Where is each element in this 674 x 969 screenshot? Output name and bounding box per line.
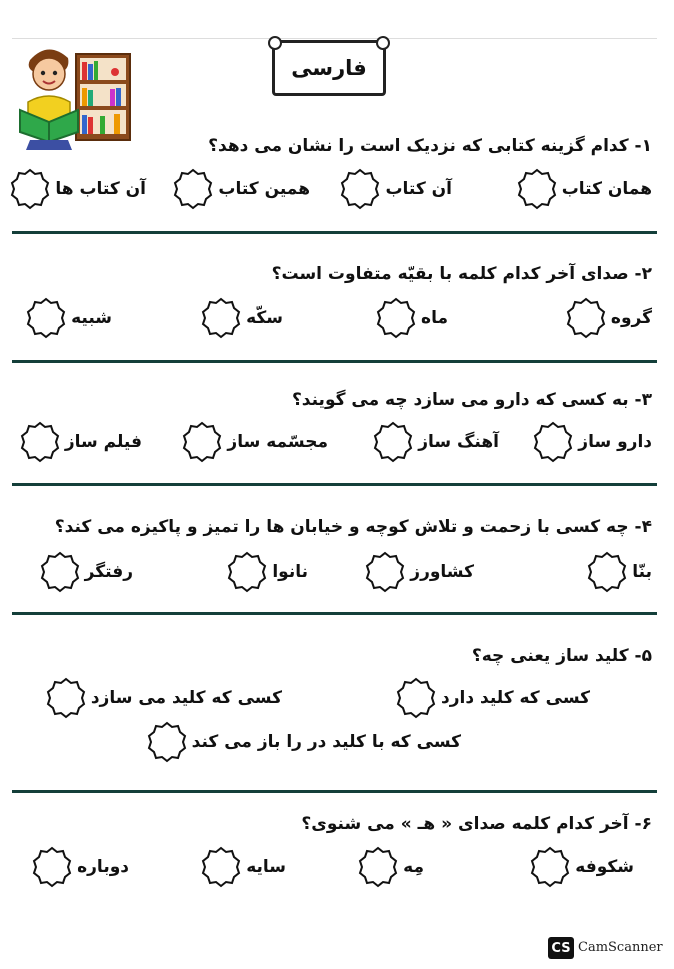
q1-option-1[interactable]	[516, 168, 652, 210]
option-label: مِه	[403, 857, 424, 877]
answer-circle-icon[interactable]	[395, 677, 437, 719]
answer-circle-icon[interactable]	[19, 421, 61, 463]
section-divider	[12, 790, 657, 793]
option-label: رفتگر	[84, 562, 133, 582]
q3-option-2[interactable]	[372, 421, 499, 463]
q5-option-3[interactable]	[146, 721, 461, 763]
q3-option-3[interactable]	[181, 421, 328, 463]
answer-circle-icon[interactable]	[372, 421, 414, 463]
q3-option-1[interactable]	[532, 421, 652, 463]
q6-option-3[interactable]	[200, 846, 286, 888]
option-label: آن کتاب ها	[55, 179, 146, 199]
page-title: فارسی	[272, 40, 386, 96]
option-label: سکّه	[246, 308, 283, 328]
camscanner-logo: CS	[548, 937, 574, 959]
q4-option-1[interactable]	[586, 551, 652, 593]
q5-option-2[interactable]	[45, 677, 282, 719]
section-divider	[12, 231, 657, 234]
option-label: کسی که کلید دارد	[441, 688, 590, 708]
answer-circle-icon[interactable]	[357, 846, 399, 888]
boy-reading-illustration	[18, 42, 136, 152]
option-label: همین کتاب	[218, 179, 310, 199]
q2-option-3[interactable]	[200, 297, 283, 339]
q2-option-4[interactable]	[25, 297, 112, 339]
option-label: گروه	[610, 308, 652, 328]
option-label: شبیه	[71, 308, 112, 328]
q6-option-4[interactable]	[31, 846, 129, 888]
answer-circle-icon[interactable]	[181, 421, 223, 463]
option-label: دارو ساز	[578, 432, 652, 452]
q4-option-3[interactable]	[226, 551, 308, 593]
q6-option-1[interactable]	[529, 846, 634, 888]
option-label: شکوفه	[575, 857, 634, 877]
option-label: نانوا	[272, 562, 308, 582]
section-divider	[12, 360, 657, 363]
answer-circle-icon[interactable]	[529, 846, 571, 888]
answer-circle-icon[interactable]	[226, 551, 268, 593]
option-label: همان کتاب	[561, 179, 652, 199]
option-label: کسی که با کلید در را باز می کند	[191, 732, 461, 752]
q3-option-4[interactable]	[19, 421, 142, 463]
q6-option-2[interactable]	[357, 846, 424, 888]
answer-circle-icon[interactable]	[516, 168, 558, 210]
q1-option-2[interactable]	[339, 168, 452, 210]
q1-option-3[interactable]	[172, 168, 310, 210]
answer-circle-icon[interactable]	[9, 168, 51, 210]
answer-circle-icon[interactable]	[146, 721, 188, 763]
section-divider	[12, 612, 657, 615]
answer-circle-icon[interactable]	[200, 297, 242, 339]
option-label: فیلم ساز	[64, 432, 142, 452]
answer-circle-icon[interactable]	[172, 168, 214, 210]
option-label: سایه	[246, 857, 286, 877]
answer-circle-icon[interactable]	[39, 551, 81, 593]
question-4-text: ۴- چه کسی با زحمت و تلاش کوچه و خیابان ها را تمیز و پاکیزه می کند؟	[54, 517, 652, 537]
answer-circle-icon[interactable]	[532, 421, 574, 463]
option-label: کسی که کلید می سازد	[90, 688, 282, 708]
question-3-text: ۳- به کسی که دارو می سازد چه می گویند؟	[291, 390, 652, 410]
top-rule	[12, 38, 657, 39]
answer-circle-icon[interactable]	[200, 846, 242, 888]
q4-option-4[interactable]	[39, 551, 133, 593]
option-label: بنّا	[632, 562, 652, 582]
q5-option-1[interactable]	[395, 677, 590, 719]
option-label: کشاورز	[410, 562, 474, 582]
answer-circle-icon[interactable]	[364, 551, 406, 593]
question-1-text: ۱- کدام گزینه کتابی که نزدیک است را نشان می دهد؟	[208, 136, 652, 156]
q1-option-4[interactable]	[9, 168, 146, 210]
camscanner-label: CamScanner	[578, 940, 663, 955]
answer-circle-icon[interactable]	[375, 297, 417, 339]
answer-circle-icon[interactable]	[339, 168, 381, 210]
answer-circle-icon[interactable]	[45, 677, 87, 719]
option-label: دوباره	[77, 857, 129, 877]
question-5-text: ۵- کلید ساز یعنی چه؟	[471, 646, 652, 666]
option-label: آهنگ ساز	[418, 432, 499, 452]
section-divider	[12, 483, 657, 486]
option-label: آن کتاب	[385, 179, 452, 199]
option-label: ماه	[421, 308, 448, 328]
answer-circle-icon[interactable]	[31, 846, 73, 888]
option-label: مجسّمه ساز	[227, 432, 328, 452]
answer-circle-icon[interactable]	[25, 297, 67, 339]
answer-circle-icon[interactable]	[586, 551, 628, 593]
q4-option-2[interactable]	[364, 551, 474, 593]
question-2-text: ۲- صدای آخر کدام کلمه با بقیّه متفاوت است؟	[271, 264, 652, 284]
question-6-text: ۶- آخر کدام کلمه صدای « هـ » می شنوی؟	[301, 814, 652, 834]
answer-circle-icon[interactable]	[565, 297, 607, 339]
q2-option-2[interactable]	[375, 297, 448, 339]
q2-option-1[interactable]	[565, 297, 652, 339]
